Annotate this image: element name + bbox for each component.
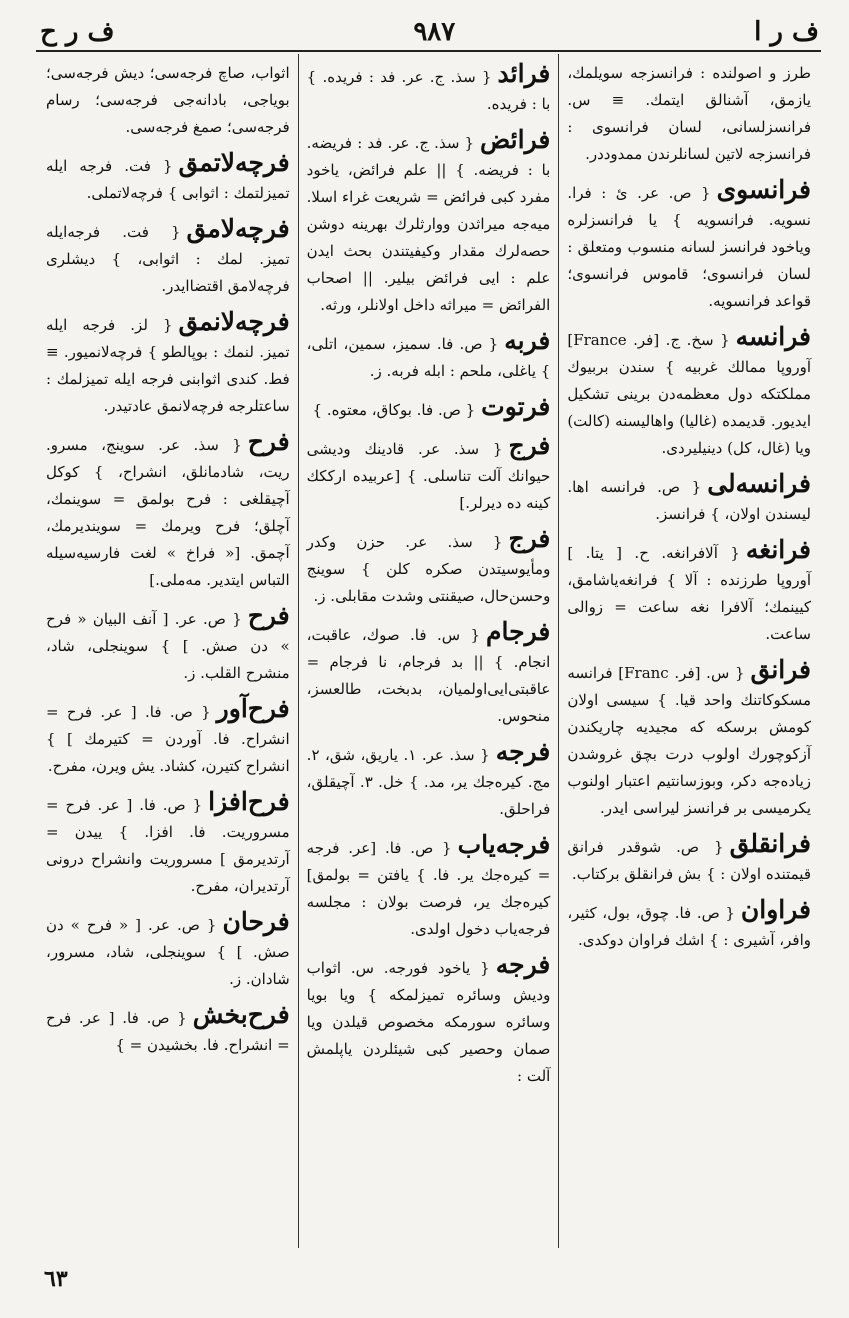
entry-definition: { ص. شوقدر فرانق قیمتنده اولان : } بش فرانقلق برکتاب. (567, 838, 811, 883)
entry-headword: فراوان (740, 895, 811, 924)
dictionary-entry (567, 470, 811, 528)
entry-definition: { یاخود فورجه. س. اثواب ودیش وسائره تمیزلمکه } ویا بویا وسائره سورمکه مخصوص قیلدن ویا صمان وحصیر کبی شیئلردن یاپلمش آلت : (306, 959, 551, 1085)
column-2 (299, 54, 560, 1248)
dictionary-entry (46, 428, 290, 594)
dictionary-entry (46, 1001, 290, 1059)
page-number: ٩٨٧ (413, 17, 456, 47)
dictionary-entry (46, 149, 290, 207)
entry-definition: { ص. فرانسه اها. لیسندن اولان، } فرانسز. (567, 478, 811, 523)
entry-definition: { ص. فا. [ عر. فرح = انشراح. فا. بخشیدن = } (45, 1009, 290, 1054)
entry-headword: فرچه‌لامق (186, 214, 290, 243)
dictionary-entry (307, 60, 551, 118)
entry-definition: { سذ. عر. قادینك ودیشی حیوانك آلت تناسلی. } [عربیده ارککك کینه ده دیرلر.] (306, 440, 551, 512)
dictionary-entry (46, 908, 290, 993)
entry-headword: فرجه‌یاب (457, 830, 551, 859)
dictionary-entry (567, 60, 811, 168)
header-right: ف ر ا (754, 17, 819, 47)
entry-headword: فرجه (495, 737, 551, 766)
entry-definition: { ص. فا. بوکاق، معتوه. } (312, 401, 476, 419)
entry-definition: { س. فا. صوك، عاقبت، انجام. } || بد فرجام، نا فرجام = عاقبتی‌ایی‌اولمیان، بدبخت، طالعسز، منحوس. (306, 626, 551, 725)
entry-definition: { فت. فرجه ایله تمیزلتمك : اثوابی } فرچه‌لاتملی. (45, 157, 290, 202)
entry-headword: فرجام (486, 617, 551, 646)
header-left: ف ر ح (40, 17, 115, 47)
entry-headword: فرانسوی (716, 175, 811, 204)
dictionary-entry (46, 788, 290, 900)
dictionary-entry (46, 215, 290, 300)
dictionary-entry (307, 618, 551, 730)
entry-headword: فرجه (495, 950, 551, 979)
entry-headword: فرچه‌لانمق (178, 307, 290, 336)
column-1 (559, 54, 819, 1248)
dictionary-entry (307, 951, 551, 1090)
dictionary-entry (46, 602, 290, 687)
entry-definition: { لز. فرجه ایله تمیز. لنمك : بوپالطو } فرچه‌لانمیور. ≡ فط. کندی اثوابنی فرجه ایله تمیزلمك : ساعتلرجه فرچه‌لانمق عادتیدر. (45, 316, 290, 415)
entry-headword: فرچه‌لاتمق (178, 148, 290, 177)
dictionary-entry (567, 536, 811, 648)
dictionary-entry (307, 738, 551, 823)
entry-headword: فرح (247, 601, 290, 630)
entry-definition: { آلافرانغه. ح. [ یتا. ] آوروپا طرزنده : آلا } فرانغه‌یاشامق، کیینمك؛ آلافرا نغه ساعت = زوالی ساعت. (567, 544, 811, 643)
entry-definition: { ص. فا. چوق، بول، کثیر، وافر، آشیری : } اشك فراوان دوکدی. (567, 904, 811, 949)
entry-definition: { سخ. ج. [فر. France] آوروپا ممالك غربیه } سندن بربیوك مملکتکه دول معظمه‌دن برینی تشکیل ایدیور. قدیمده (غاليا) واهالیسنه (کالت) ویا (غال، کل) دینیلیردی. (567, 331, 811, 457)
signature-mark: ٦٣ (44, 1266, 68, 1292)
entry-headword: فرج (508, 431, 551, 460)
entry-headword: فرح (247, 427, 290, 456)
entry-definition: { سذ. ج. عر. فد : فریده. } با : فریده. (306, 68, 551, 113)
entry-headword: فرائض (480, 125, 551, 154)
dictionary-columns (38, 54, 819, 1248)
dictionary-entry (567, 896, 811, 954)
entry-definition: { سذ. عر. حزن وکدر ومأیوسیتدن صکره کلن } سوینج وحسن‌حال، صیقنتی وشدت مقابلی. ز. (306, 533, 551, 605)
entry-definition: { س. [فر. Franc] فرانسه مسکوکاتنك واحد قیا. } سیسی اولان کومش برسکه که مجیدیه چاریکندن آزکوچورك اولوب درت بچق غروشدن زیاده‌جه دکر، وبوزسانتیم اعتبار اولنوب یکرمیسی بر فرانسز لیراسی ایدر. (567, 664, 811, 817)
entry-headword: فرانغه (745, 535, 811, 564)
entry-headword: فربه (504, 326, 551, 355)
entry-headword: فرحان (222, 907, 290, 936)
dictionary-entry (307, 393, 551, 424)
dictionary-entry (46, 60, 290, 141)
entry-definition: { ص. عر. [ آنف البیان « فرح » دن صش. ] } سوینجلی، شاد، منشرح القلب. ز. (45, 610, 290, 682)
entry-headword: فرانسه‌لی (707, 469, 811, 498)
entry-headword: فرح‌بخش (192, 1000, 290, 1029)
dictionary-entry (567, 323, 811, 462)
entry-headword: فرانسه (735, 322, 811, 351)
entry-definition: { ص. فا. [عر. فرجه = کیره‌جك یر. فا. } یافتن = بولمق] کیره‌جك یر، فرصت بولان : مجلسه فرجه‌یاب دخول اولدی. (306, 839, 551, 938)
entry-headword: فرتوت (481, 392, 551, 421)
entry-definition: { فت. فرجه‌ایله تمیز. لمك : اثوابی، } دیشلری فرچه‌لامق اقتضاایدر. (45, 223, 290, 295)
dictionary-entry (307, 525, 551, 610)
entry-definition: { ص. عر. ئ : فرا. نسویه. فرانسویه } یا فرانسزلره ویاخود فرانسز لسانه منسوب ومتعلق : لسان فرانسوی؛ قاموس فرانسوی؛ قواعد فرانسویه. (567, 184, 811, 310)
entry-definition: { سذ. عر. سوینج، مسرو. ریت، شادمانلق، انشراح، } کوکل آچیقلغی : فرح بولمق = سوینمك، آچلق؛ فرح ویرمك = سویندیرمك، آچمق. [« فراخ » لغت فارسیه‌سیله التباس ایتدیر. مه‌ملی.] (45, 436, 290, 589)
dictionary-entry (567, 830, 811, 888)
entry-definition: { ص. عر. [ « فرح » دن صش. ] } سوینجلی، شاد، مسرور، شادان. ز. (45, 916, 290, 988)
dictionary-entry (307, 126, 551, 319)
entry-definition: { ص. فا. [ عر. فرح = انشراح. فا. آوردن = کتیرمك ] } انشراح کتیرن، کشاد. یش ویرن، مفرح. (45, 703, 290, 775)
entry-headword: فرانق (750, 655, 811, 684)
entry-headword: فرائد (497, 59, 551, 88)
entry-headword: فرح‌آور (216, 694, 290, 723)
entry-definition: { ص. فا. سمیز، سمین، اتلی، } یاغلی، ملحم : ابله فربه. ز. (306, 335, 551, 380)
dictionary-entry (567, 176, 811, 315)
dictionary-entry (567, 656, 811, 822)
entry-headword: فرانقلق (729, 829, 811, 858)
dictionary-entry (307, 831, 551, 943)
header-rule (36, 50, 821, 52)
entry-definition: { سذ. ج. عر. فد : فریضه. با : فریضه. } || علم فرائض، یاخود مفرد کبی فرائض = شریعت غراء اسلا. میه‌جه میراثدن ووارثلرك بهرینه دوشن حصه‌لرك مقدار وکیفیتندن بحث ایدن علم : ایی فرائض بیلیر. || اصحاب الفرائض = میراثه داخل اولانلر، ورثه. (306, 134, 551, 314)
entry-headword: فرج (508, 524, 551, 553)
column-3 (38, 54, 299, 1248)
entry-definition: اثواب، صاچ فرجه‌سی؛ دیش فرجه‌سی؛ بویاجی، بادانه‌جی فرجه‌سی؛ رسام فرجه‌سی؛ صمغ فرجه‌سی. (45, 64, 290, 136)
dictionary-entry (46, 308, 290, 420)
entry-definition: طرز و اصولنده : فرانسزجه سویلمك، یازمق، آشنالق ایتمك. ≡ س. فرانسزلسانی، لسان فرانسوی : فرانسزجه لاتین لسانلرندن ممدوددر. (567, 64, 811, 163)
entry-definition: { سذ. عر. ١. یاریق، شق، ٢. مج. کیره‌جك یر، مد. } خل. ٣. آچیقلق، فراحلق. (306, 746, 551, 818)
page-header (40, 18, 819, 46)
entry-headword: فرح‌افزا (208, 787, 290, 816)
dictionary-entry (307, 327, 551, 385)
dictionary-entry (46, 695, 290, 780)
entry-definition: { ص. فا. [ عر. فرح = مسروریت. فا. افزا. } ییدن = آرتدیرمق ] مسروریت وانشراح درونی آرتدیران، مفرح. (45, 796, 290, 895)
dictionary-entry (307, 432, 551, 517)
